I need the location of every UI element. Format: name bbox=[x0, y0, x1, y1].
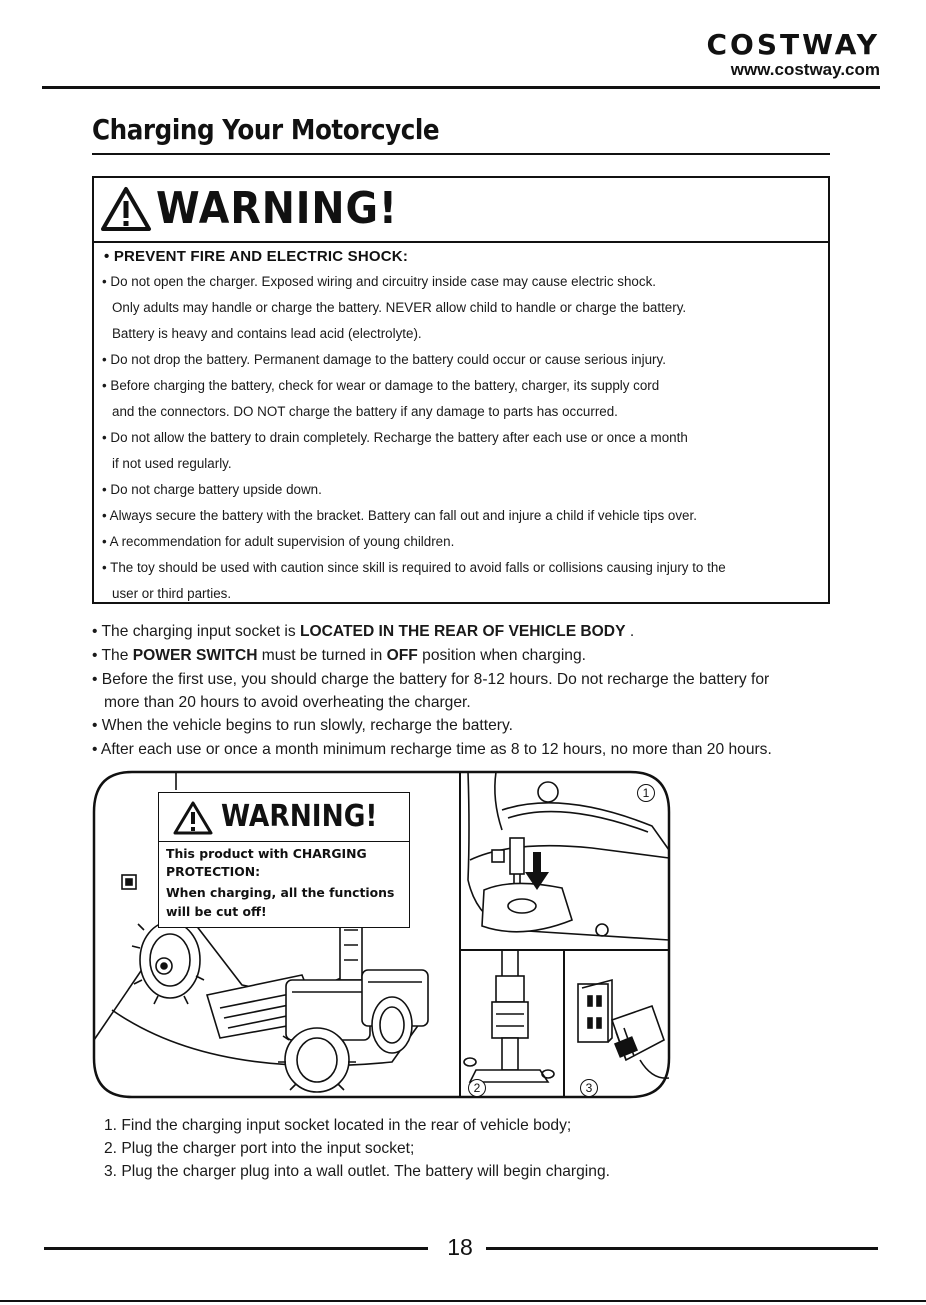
brand-logo: COSTWAY bbox=[706, 28, 880, 61]
bold-text: LOCATED IN THE REAR OF VEHICLE BODY bbox=[300, 623, 626, 640]
instruction-line: • The POWER SWITCH must be turned in OFF position when charging. bbox=[92, 647, 586, 664]
instruction-line: • The charging input socket is LOCATED IN THE REAR OF VEHICLE BODY . bbox=[92, 623, 635, 640]
warning-title: WARNING! bbox=[156, 183, 398, 234]
page-title: Charging Your Motorcycle bbox=[92, 113, 440, 146]
warning-triangle-icon bbox=[100, 186, 152, 232]
warning-subtitle: • PREVENT FIRE AND ELECTRIC SHOCK: bbox=[104, 248, 409, 265]
step-item: 1. Find the charging input socket located in the rear of vehicle body; bbox=[104, 1117, 572, 1134]
page-number: 18 bbox=[447, 1234, 473, 1260]
warning-line: • The toy should be used with caution since skill is required to avoid falls or collisions causing injury to the bbox=[102, 560, 726, 575]
callout-number: 1 bbox=[637, 784, 655, 802]
warning-line: • Do not allow the battery to drain completely. Recharge the battery after each use or once a month bbox=[102, 430, 688, 445]
website-url: www.costway.com bbox=[730, 60, 880, 79]
charger-port-illustration bbox=[464, 950, 554, 1082]
instruction-line: • After each use or once a month minimum recharge time as 8 to 12 hours, no more than 20 hours. bbox=[92, 741, 772, 758]
bold-text: POWER SWITCH bbox=[132, 647, 258, 664]
footer-rule-right bbox=[486, 1247, 878, 1250]
warning-line: • Do not drop the battery. Permanent damage to the battery could occur or cause serious injury. bbox=[102, 352, 666, 367]
warning-line: • Do not charge battery upside down. bbox=[102, 482, 322, 497]
instruction-line: more than 20 hours to avoid overheating the charger. bbox=[104, 694, 471, 711]
inset-warning-line: will be cut off! bbox=[166, 904, 267, 919]
warning-header bbox=[94, 178, 828, 243]
page-bottom-edge bbox=[0, 1300, 926, 1302]
warning-line: and the connectors. DO NOT charge the battery if any damage to parts has occurred. bbox=[112, 404, 618, 419]
inset-warning-box bbox=[158, 792, 410, 928]
warning-line: • A recommendation for adult supervision of young children. bbox=[102, 534, 455, 549]
title-rule bbox=[92, 153, 830, 155]
inset-warning-line: PROTECTION: bbox=[166, 864, 261, 879]
inset-warning-title: WARNING! bbox=[221, 799, 378, 834]
wall-outlet-illustration bbox=[578, 980, 669, 1078]
step-item: 3. Plug the charger plug into a wall outlet. The battery will begin charging. bbox=[104, 1163, 610, 1180]
header-rule bbox=[42, 86, 880, 89]
callout-number: 2 bbox=[468, 1079, 486, 1097]
warning-triangle-icon bbox=[173, 801, 213, 835]
warning-line: if not used regularly. bbox=[112, 456, 232, 471]
warning-line: user or third parties. bbox=[112, 586, 232, 601]
inset-warning-line: When charging, all the functions bbox=[166, 885, 395, 900]
warning-line: Battery is heavy and contains lead acid (electrolyte). bbox=[112, 326, 422, 341]
warning-line: • Do not open the charger. Exposed wiring and circuitry inside case may cause electric shock. bbox=[102, 274, 656, 289]
warning-line: • Before charging the battery, check for wear or damage to the battery, charger, its supply cord bbox=[102, 378, 660, 393]
warning-box bbox=[92, 176, 830, 604]
footer-rule-left bbox=[44, 1247, 428, 1250]
warning-line: • Always secure the battery with the bracket. Battery can fall out and injure a child if vehicle tips over. bbox=[102, 508, 697, 523]
callout-number: 3 bbox=[580, 1079, 598, 1097]
warning-line: Only adults may handle or charge the battery. NEVER allow child to handle or charge the battery. bbox=[112, 300, 687, 315]
inset-warning-header bbox=[159, 793, 409, 842]
bold-text: OFF bbox=[386, 647, 418, 664]
inset-warning-line: This product with CHARGING bbox=[166, 846, 367, 861]
instruction-line: • Before the first use, you should charge the battery for 8-12 hours. Do not recharge the battery for bbox=[92, 671, 770, 688]
step-item: 2. Plug the charger port into the input socket; bbox=[104, 1140, 415, 1157]
instruction-line: • When the vehicle begins to run slowly, recharge the battery. bbox=[92, 717, 513, 734]
